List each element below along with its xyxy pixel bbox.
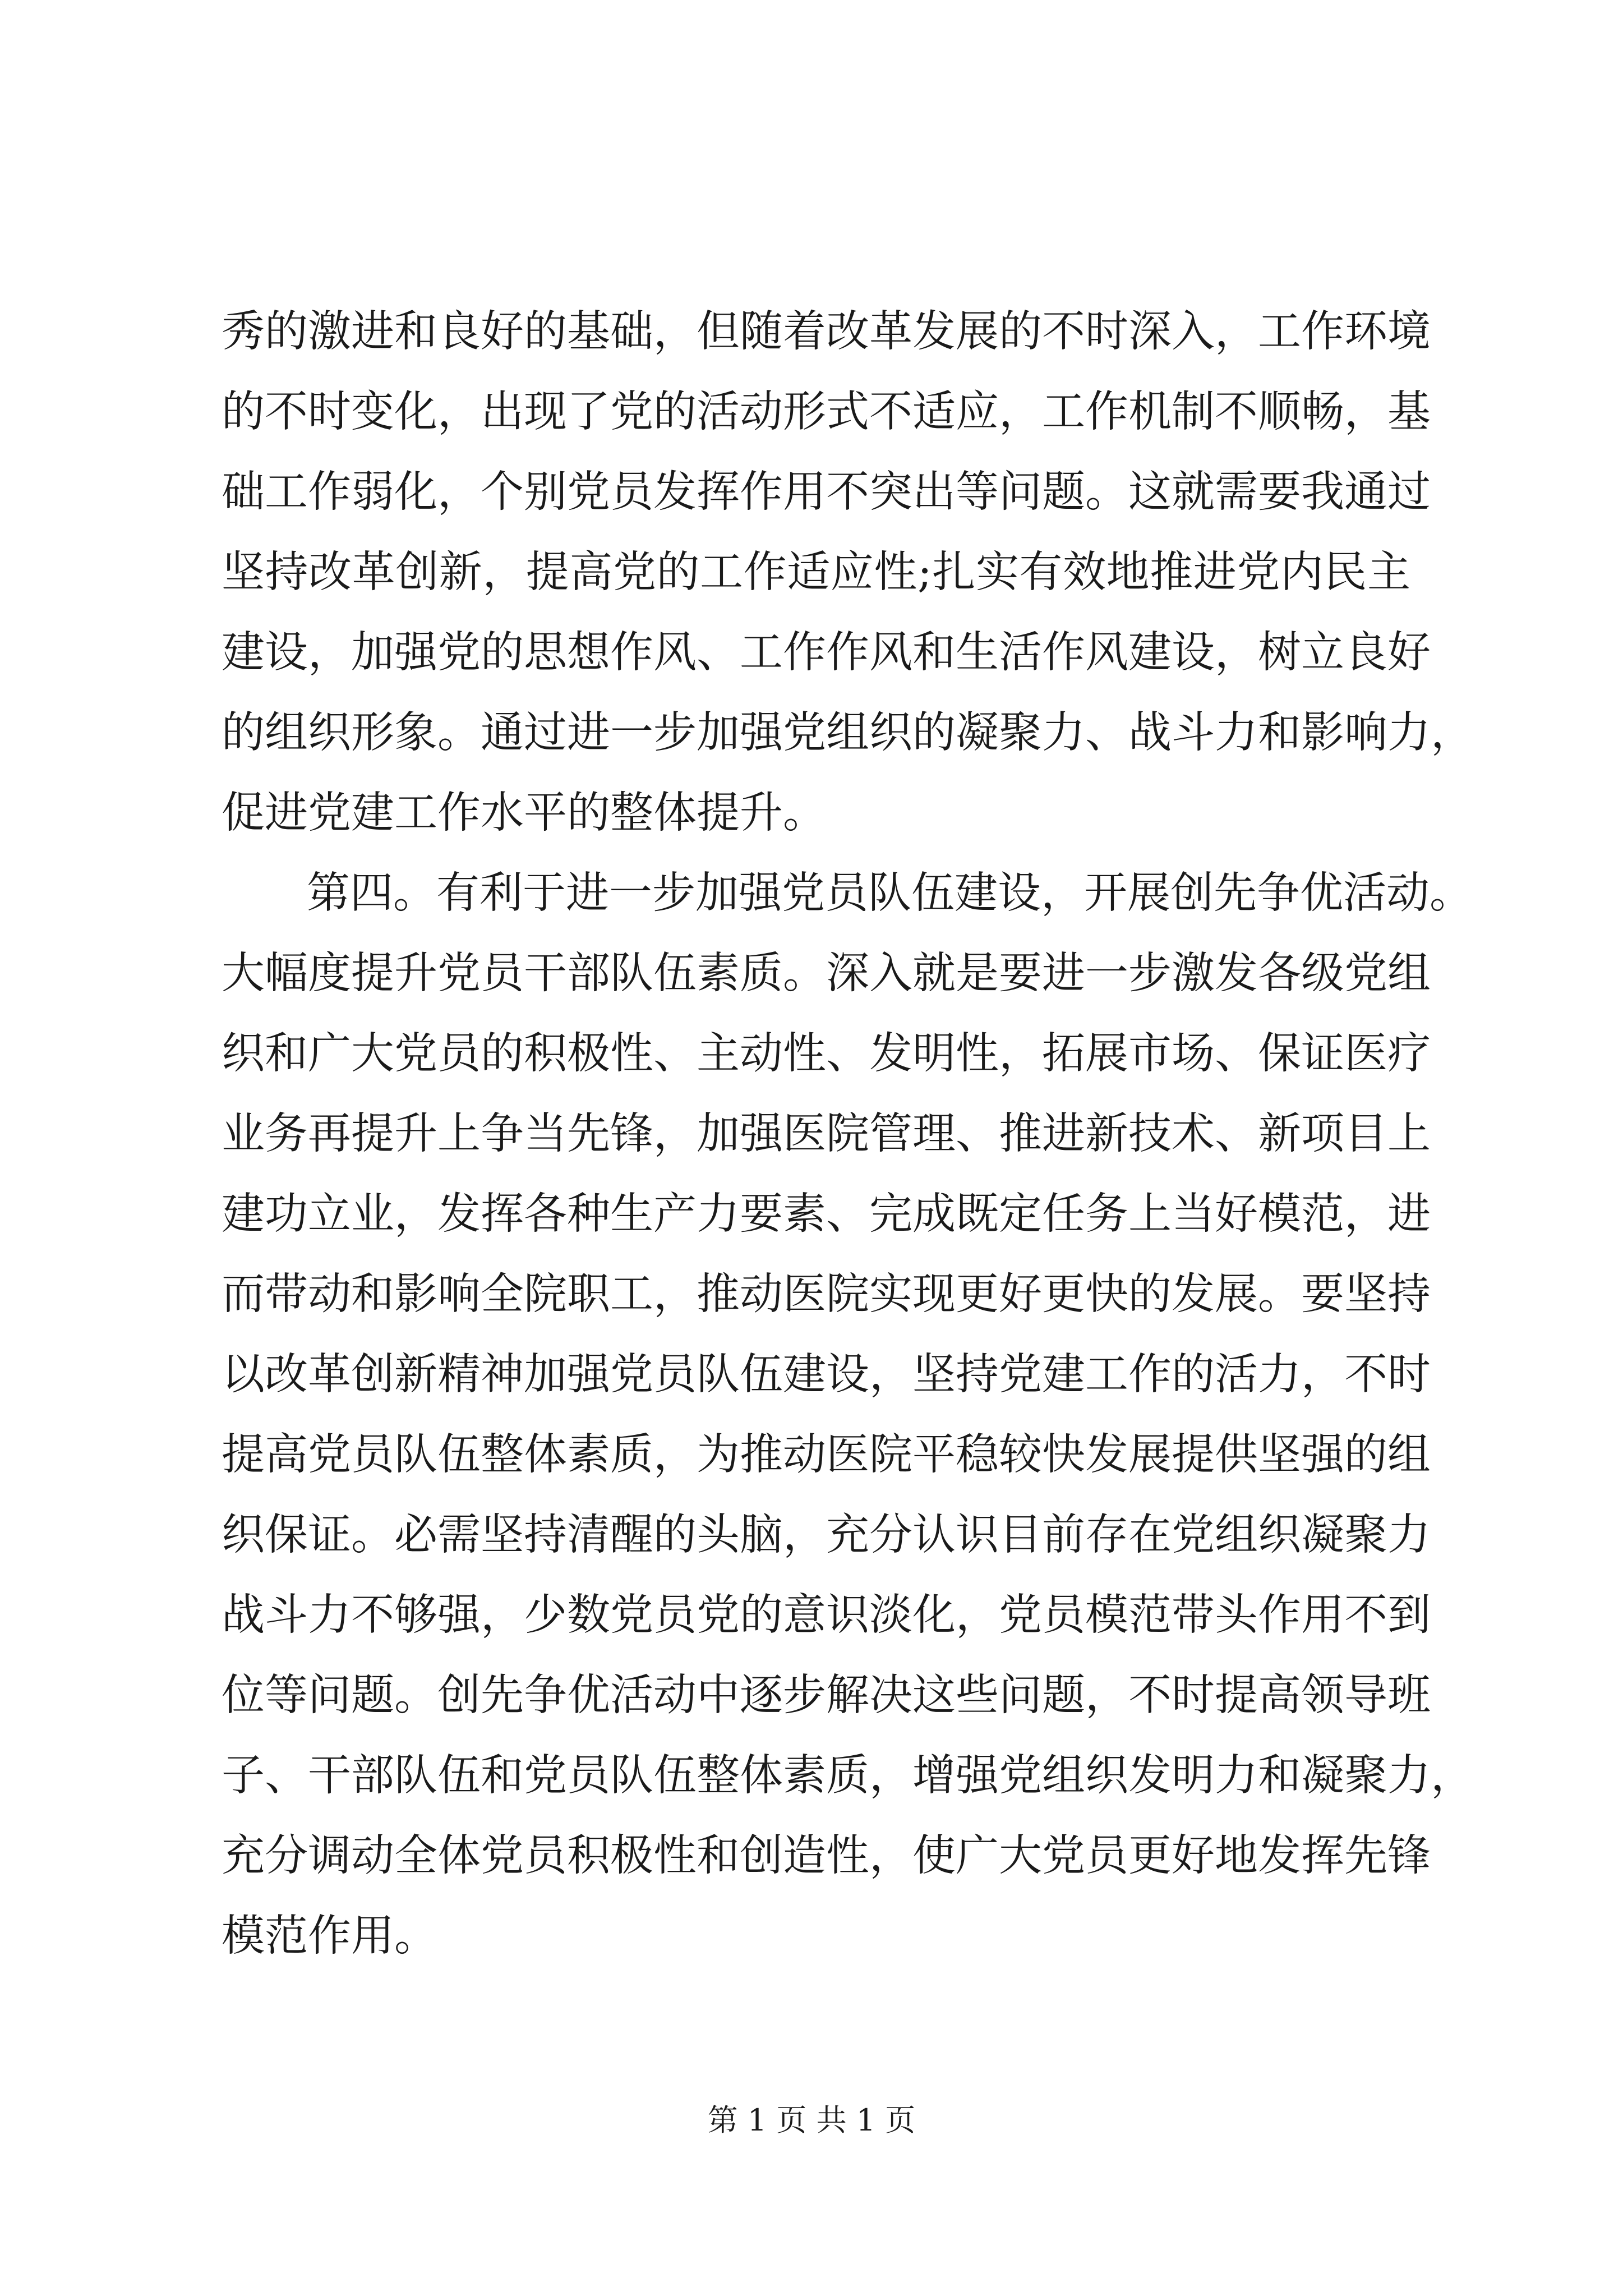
- paragraph-line: 建功立业，发挥各种生产力要素、完成既定任务上当好模范，进: [222, 1189, 1431, 1239]
- paragraph-line: 战斗力不够强，少数党员党的意识淡化，党员模范带头作用不到: [222, 1590, 1431, 1640]
- paragraph-line: 子、干部队伍和党员队伍整体素质，增强党组织发明力和凝聚力，: [222, 1751, 1474, 1801]
- paragraph-line: 以改革创新精神加强党员队伍建设，坚持党建工作的活力，不时: [222, 1350, 1431, 1400]
- paragraph-line: 提高党员队伍整体素质，为推动医院平稳较快发展提供坚强的组: [222, 1430, 1431, 1480]
- paragraph-2: [222, 853, 1474, 1976]
- paragraph-line: 建设，加强党的思想作风、工作作风和生活作风建设，树立良好: [222, 628, 1431, 678]
- paragraph-line: 础工作弱化，个别党员发挥作用不突出等问题。这就需要我通过: [222, 467, 1431, 517]
- paragraph-line: 大幅度提升党员干部队伍素质。深入就是要进一步激发各级党组: [222, 949, 1431, 999]
- paragraph-line: 位等问题。创先争优活动中逐步解决这些问题，不时提高领导班: [222, 1671, 1431, 1720]
- paragraph-line: 的不时变化，出现了党的活动形式不适应，工作机制不顺畅，基: [222, 387, 1431, 437]
- paragraph-line: 秀的激进和良好的基础，但随着改革发展的不时深入，工作环境: [222, 307, 1431, 357]
- body-text: [222, 292, 1474, 1976]
- paragraph-line: 坚持改革创新，提高党的工作适应性;扎实有效地推进党内民主: [222, 547, 1410, 597]
- paragraph-1: [222, 292, 1474, 853]
- paragraph-line: 第四。有利于进一步加强党员队伍建设，开展创先争优活动。: [307, 868, 1473, 918]
- paragraph-line: 促进党建工作水平的整体提升。: [222, 788, 826, 838]
- paragraph-line: 的组织形象。通过进一步加强党组织的凝聚力、战斗力和影响力，: [222, 708, 1474, 758]
- paragraph-line: 织和广大党员的积极性、主动性、发明性，拓展市场、保证医疗: [222, 1029, 1431, 1079]
- paragraph-line: 充分调动全体党员积极性和创造性，使广大党员更好地发挥先锋: [222, 1831, 1431, 1881]
- paragraph-line: 业务再提升上争当先锋，加强医院管理、推进新技术、新项目上: [222, 1109, 1431, 1159]
- paragraph-line: 模范作用。: [222, 1911, 437, 1961]
- paragraph-line: 织保证。必需坚持清醒的头脑，充分认识目前存在党组织凝聚力: [222, 1510, 1431, 1560]
- paragraph-line: 而带动和影响全院职工，推动医院实现更好更快的发展。要坚持: [222, 1269, 1431, 1319]
- page-number-footer: 第 1 页 共 1 页: [707, 2102, 916, 2138]
